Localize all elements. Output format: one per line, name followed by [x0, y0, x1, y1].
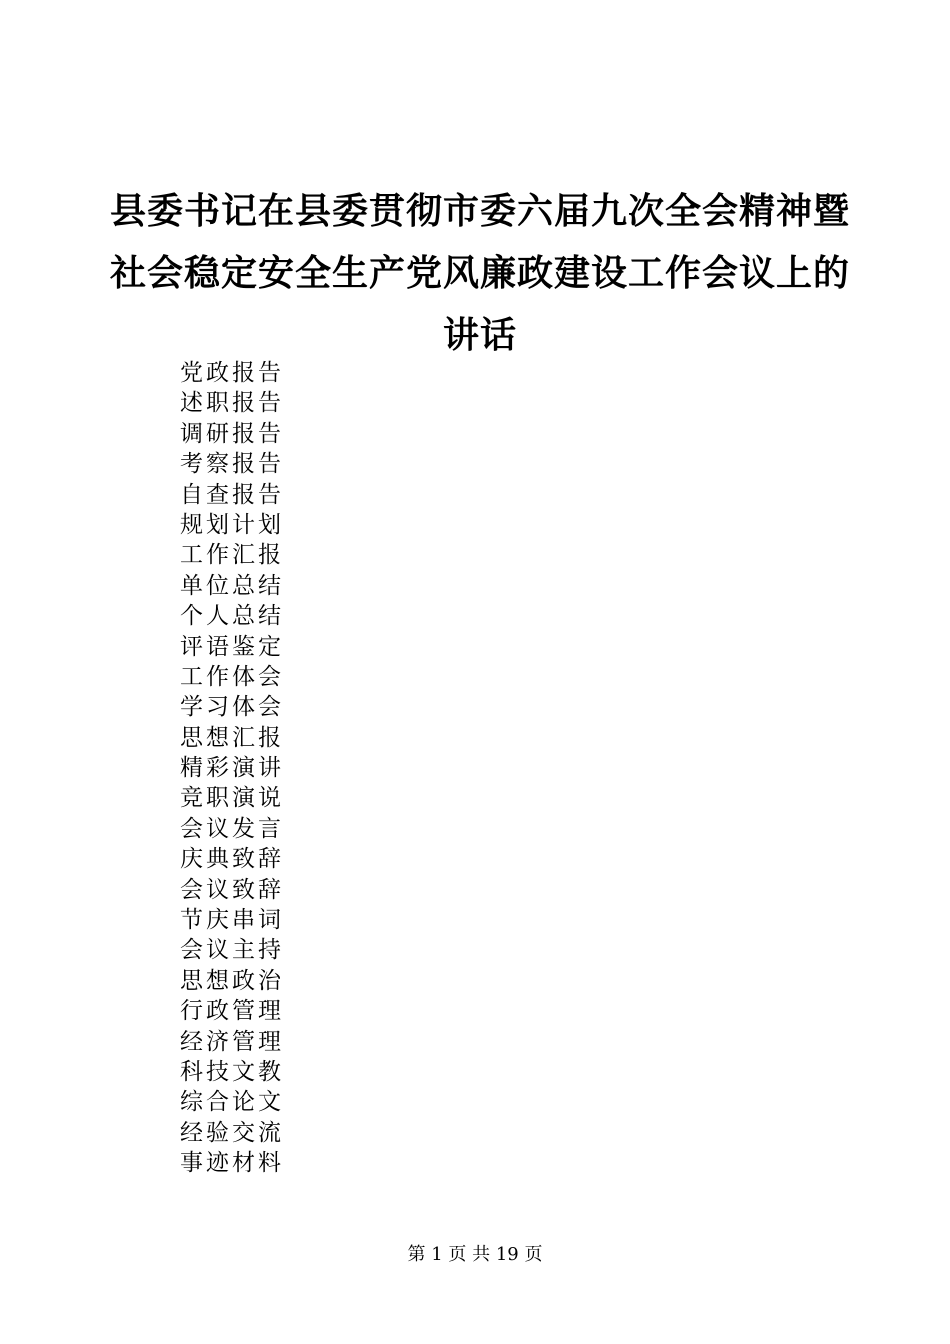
list-item: 会议主持: [180, 937, 284, 964]
list-item: 自查报告: [180, 481, 284, 508]
category-list: [180, 358, 284, 1179]
list-item: 事迹材料: [180, 1150, 284, 1177]
list-item: 工作体会: [180, 663, 284, 690]
list-item: 经济管理: [180, 1028, 284, 1055]
list-item: 会议发言: [180, 815, 284, 842]
list-item: 思想汇报: [180, 724, 284, 751]
list-item: 个人总结: [180, 603, 284, 630]
list-item: 工作汇报: [180, 542, 284, 569]
list-item: 科技文教: [180, 1058, 284, 1085]
page-footer: 第 1 页 共 19 页: [407, 1244, 543, 1265]
list-item: 述职报告: [180, 390, 284, 417]
title-line-1: 县委书记在县委贯彻市委六届九次全会精神暨: [109, 190, 850, 232]
list-item: 经验交流: [180, 1119, 284, 1146]
list-item: 单位总结: [180, 572, 284, 599]
list-item: 会议致辞: [180, 876, 284, 903]
title-line-2: 社会稳定安全生产党风廉政建设工作会议上的: [109, 252, 850, 294]
document-title: [100, 180, 860, 366]
list-item: 学习体会: [180, 694, 284, 721]
list-item: 行政管理: [180, 998, 284, 1025]
list-item: 综合论文: [180, 1089, 284, 1116]
list-item: 思想政治: [180, 967, 284, 994]
list-item: 评语鉴定: [180, 633, 284, 660]
list-item: 党政报告: [180, 360, 284, 386]
list-item: 调研报告: [180, 420, 284, 447]
list-item: 庆典致辞: [180, 846, 284, 873]
list-item: 竞职演说: [180, 785, 284, 812]
list-item: 规划计划: [180, 511, 284, 538]
list-item: 节庆串词: [180, 907, 284, 934]
list-item: 考察报告: [180, 451, 284, 478]
list-item: 精彩演讲: [180, 755, 284, 782]
title-line-3: 讲话: [442, 314, 517, 356]
